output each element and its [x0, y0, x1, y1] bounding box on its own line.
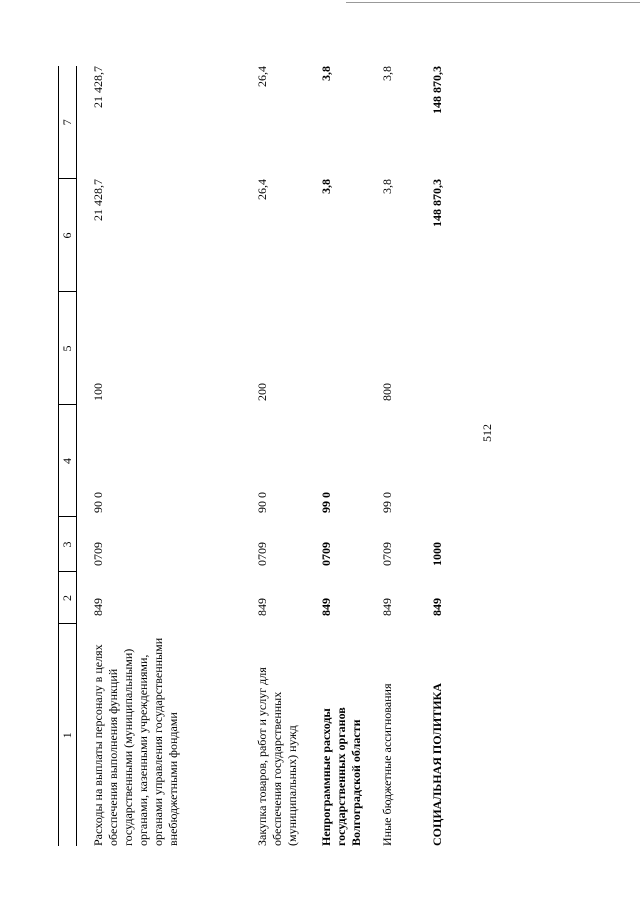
header-col-6: 6 [59, 179, 77, 292]
header-col-5: 5 [59, 292, 77, 405]
row-col-2: 849 [255, 598, 269, 616]
row-col-5: 800 [380, 383, 394, 401]
row-col-2: 849 [430, 598, 444, 616]
row-col-2: 849 [380, 598, 394, 616]
table-row [251, 66, 307, 846]
row-col-5: 100 [91, 383, 105, 401]
row-col-7: 26,4 [255, 66, 269, 87]
row-col-6: 26,4 [255, 179, 269, 200]
row-col-6: 3,8 [380, 179, 394, 194]
row-col-6: 21 428,7 [91, 179, 105, 221]
header-col-2: 2 [59, 572, 77, 624]
row-col-4: 90 0 [255, 492, 269, 513]
row-name: СОЦИАЛЬНАЯ ПОЛИТИКА [430, 683, 444, 846]
row-col-4: 99 0 [380, 492, 394, 513]
row-col-3: 0709 [319, 542, 333, 566]
row-name: Иные бюджетные ассигнования [380, 683, 394, 846]
row-col-5 [307, 292, 374, 405]
row-col-4 [416, 405, 470, 517]
row-col-4: 99 0 [319, 492, 333, 513]
header-col-4: 4 [59, 405, 77, 517]
row-col-7: 21 428,7 [91, 66, 105, 108]
row-col-7: 3,8 [380, 66, 394, 81]
header-col-1: 1 [59, 624, 77, 846]
row-col-6: 148 870,3 [430, 179, 444, 227]
row-col-2: 849 [319, 598, 333, 616]
header-col-7: 7 [59, 66, 77, 179]
row-col-5 [416, 292, 470, 405]
row-col-3: 1000 [430, 542, 444, 566]
page-top-rule [346, 2, 640, 3]
table-row [374, 66, 416, 846]
budget-table-rotated [58, 66, 588, 846]
row-name: Непрограммные расходы государственных органов Волгоградской области [319, 707, 363, 846]
row-col-7: 3,8 [319, 66, 333, 81]
header-row [59, 66, 77, 846]
page-number: 512 [480, 424, 494, 442]
row-col-3: 0709 [255, 542, 269, 566]
table-row [416, 66, 470, 846]
table-row [77, 66, 252, 846]
row-col-6: 3,8 [319, 179, 333, 194]
header-col-3: 3 [59, 517, 77, 572]
row-col-2: 849 [91, 598, 105, 616]
row-col-7: 148 870,3 [430, 66, 444, 114]
budget-table [58, 66, 470, 846]
row-name: Расходы на выплаты персоналу в целях обеспечения выполнения функций государственными (муниципальными) органами, казенными учреждениями, органами управления государственными внебюджетными фондами [91, 637, 180, 846]
row-col-3: 0709 [91, 542, 105, 566]
table-row [307, 66, 374, 846]
row-col-4: 90 0 [91, 492, 105, 513]
row-name: Закупка товаров, работ и услуг для обеспечения государственных (муниципальных) нужд [255, 667, 299, 846]
row-col-3: 0709 [380, 542, 394, 566]
row-col-5: 200 [255, 383, 269, 401]
